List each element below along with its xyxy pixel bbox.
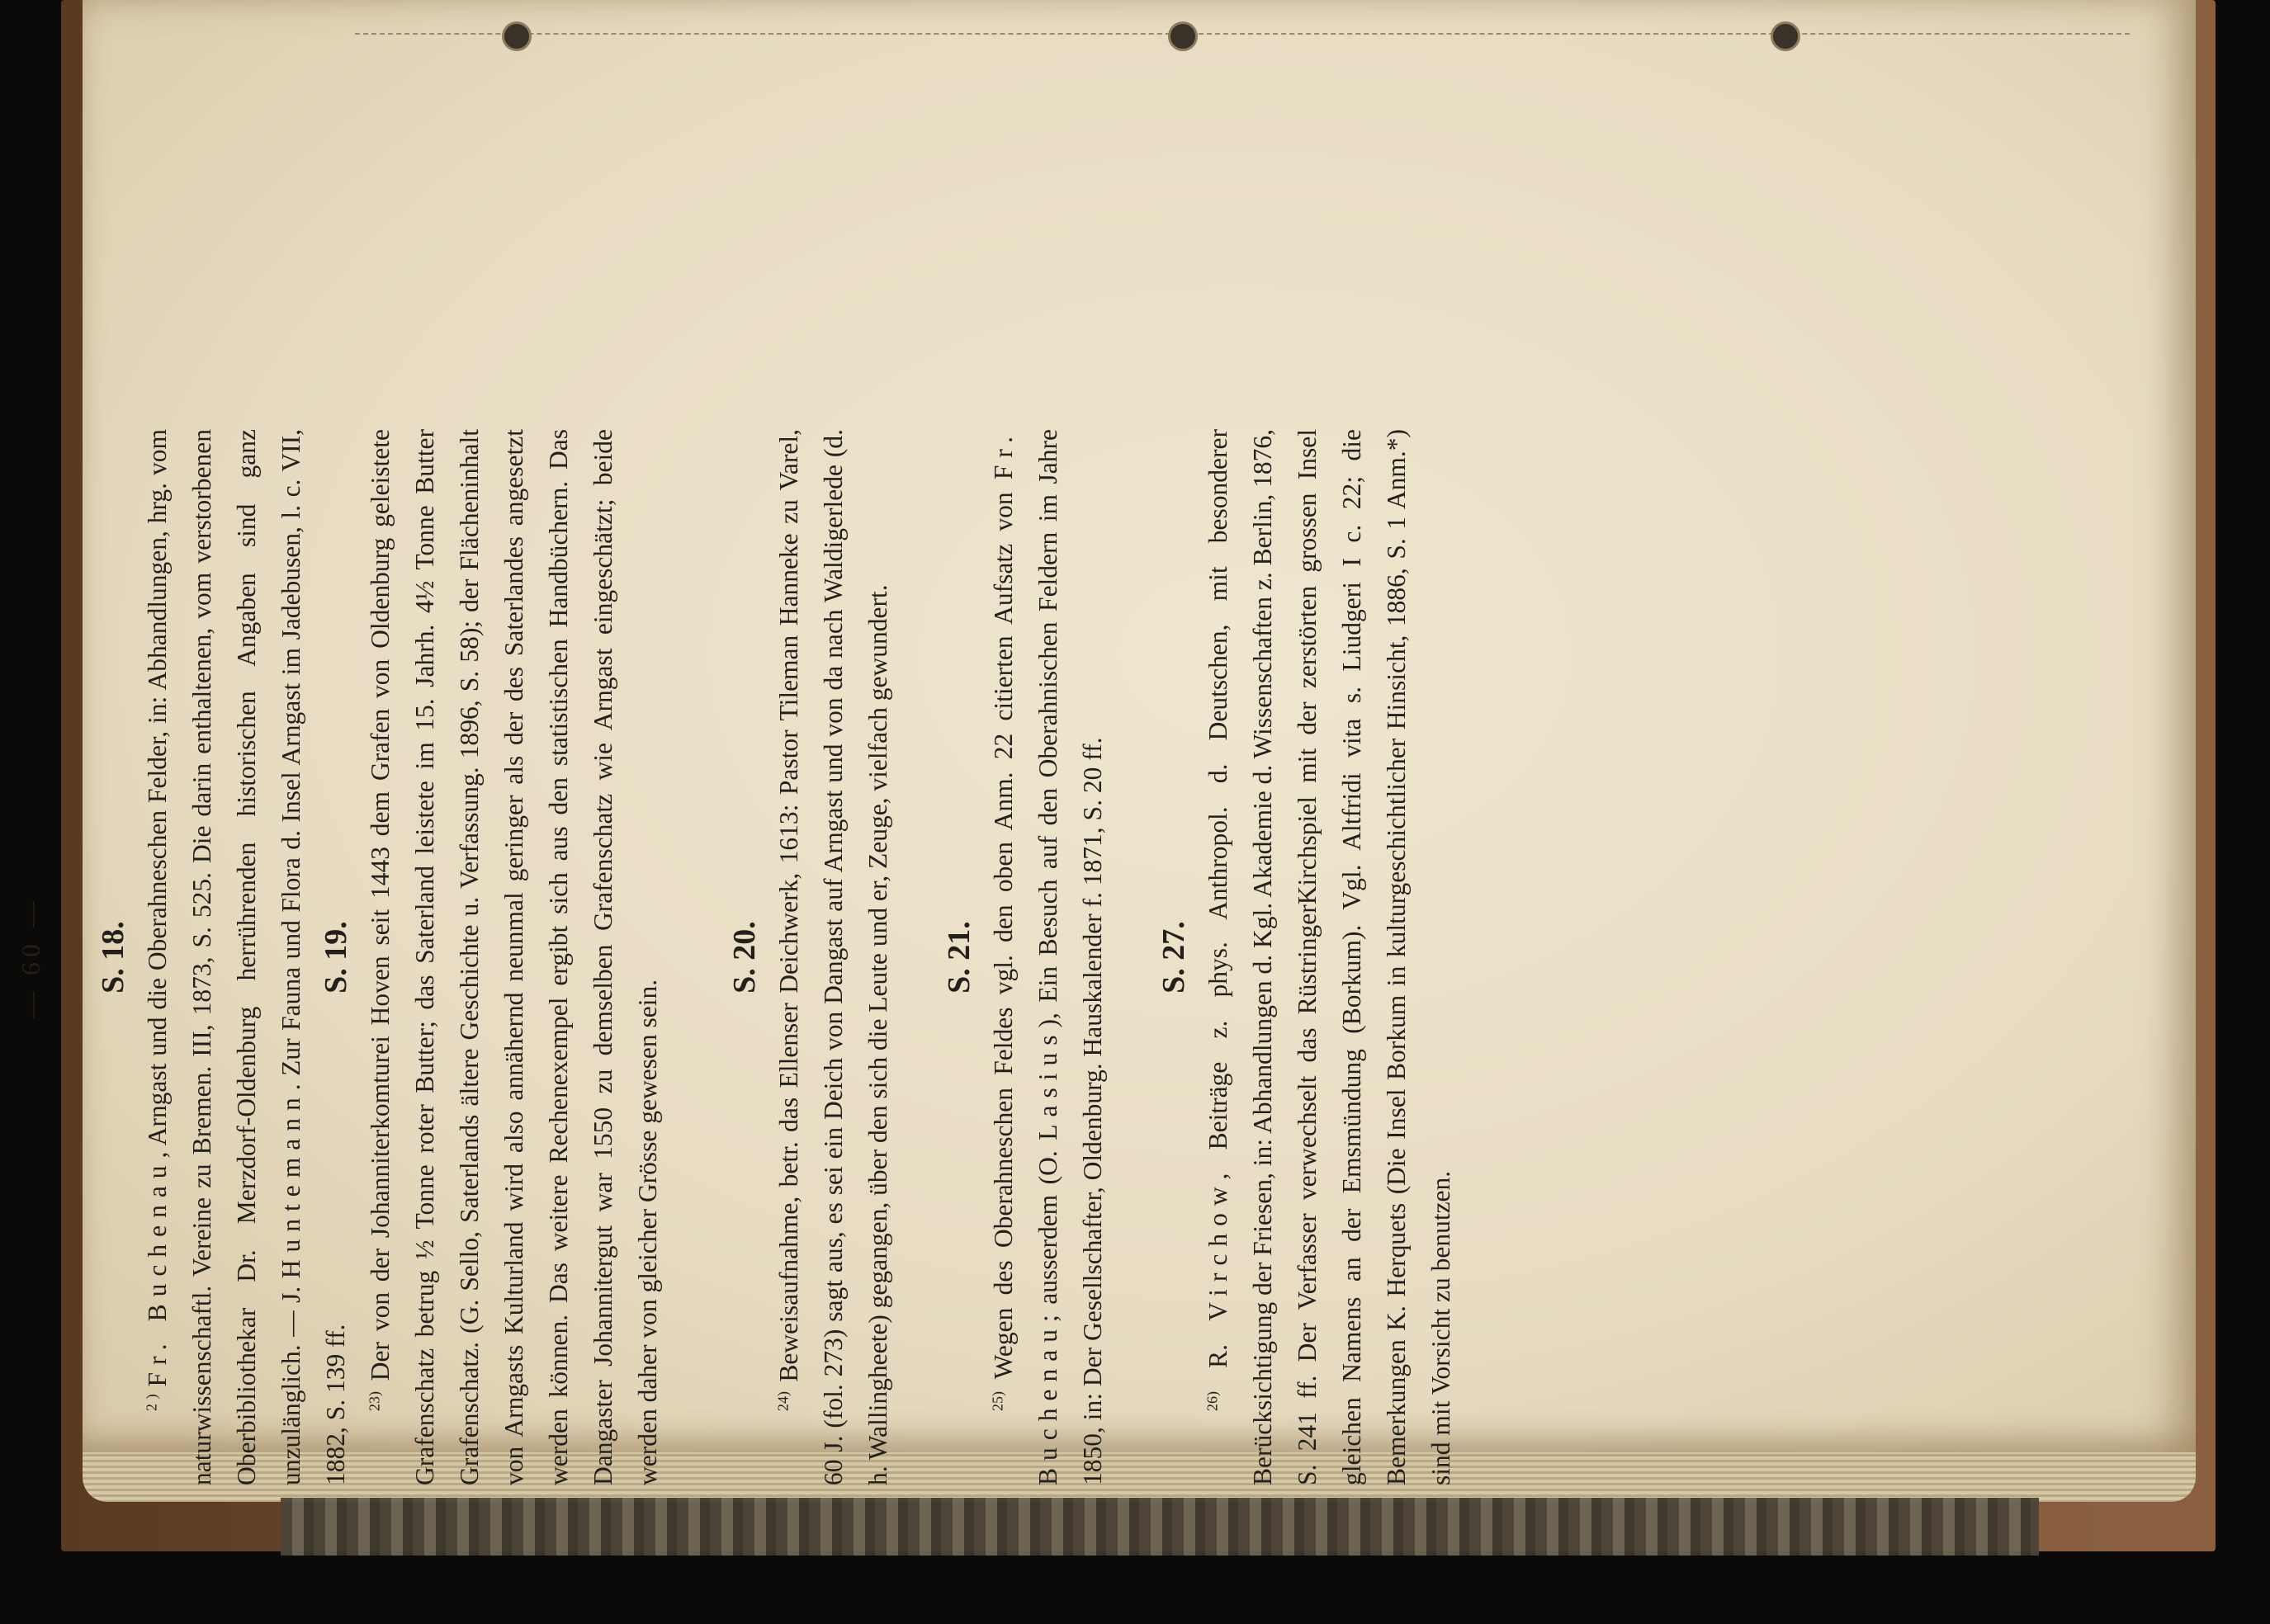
footnote-mark: 25) bbox=[989, 1391, 1006, 1411]
footnote-text: , Arngast und die Oberahneschen Felder, in: Abhandlungen, hrg. vom naturwissenschaftl. Vereine zu Bremen. III, 1873, S. 525. Die darin enthaltenen, vom verstorbenen Oberbibliothekar Dr. Merzdorf-Oldenburg herrührenden historischen Angaben sind ganz unzulänglich. — J. bbox=[143, 428, 305, 1485]
author-name: Huntemann bbox=[277, 1090, 305, 1279]
footnote-26 bbox=[1196, 429, 1464, 1485]
footnote-text: ; ausserdem (O. bbox=[1033, 1140, 1062, 1323]
footnote-mark: 26) bbox=[1204, 1391, 1221, 1411]
author-name: Fr. Buchenau bbox=[143, 1158, 172, 1387]
section-heading: S. 27. bbox=[1156, 921, 1191, 994]
author-name: Fr. Buchenau bbox=[989, 429, 1062, 1485]
footnote-mark: 23) bbox=[366, 1391, 383, 1411]
section-19 bbox=[314, 429, 670, 1485]
stitch-hole-icon bbox=[502, 21, 532, 51]
stitch-hole-icon bbox=[1771, 21, 1800, 51]
section-heading: S. 21. bbox=[942, 921, 977, 994]
footnote-text: R. bbox=[1204, 1320, 1232, 1368]
footnote-text: Der von der Johanniterkomturei Hoven seit 1443 dem Grafen von Oldenburg geleistete Grafenschatz betrug ½ Tonne roter Butter; das Saterland leistete im 15. Jahrh. 4½ Tonne Butter Grafenschatz. (G. Sello, Saterlands ältere Geschichte u. Verfassung. 1896, S. 58); der Flächeninhalt von Arngasts Kulturland wird also annähernd neunmal geringer als der des Saterlandes angesetzt werden können. Das weitere Rechenexempel ergibt sich aus den statistischen Handbüchern. Das Dangaster Johannitergut war 1550 zu demselben Grafenschatz wie Arngast eingeschätzt; beide werden daher von gleicher Grösse gewesen sein. bbox=[366, 428, 662, 1485]
marbled-binding-edge bbox=[281, 1498, 2039, 1556]
section-heading: S. 18. bbox=[96, 921, 130, 994]
footnote-25 bbox=[981, 429, 1115, 1485]
footnote-text: , Beiträge z. phys. Anthropol. d. Deutschen, mit besonderer Berücksichtigung der Friesen, in: Abhandlungen d. Kgl. Akademie d. Wissenschaften z. Berlin, 1876, S. 241 ff. Der Verfasser verwechselt das RüstringerKirchspiel mit der zerstörten grossen Insel gleichen Namens an der Emsmündung (Borkum). Vgl. Altfridi vita s. Liudgeri I c. 22; die Bemerkungen K. Herquets (Die Insel Borkum in kulturgeschichtlicher Hinsicht, 1886, S. 1 Anm.*) sind mit Vorsicht zu benutzen. bbox=[1204, 429, 1455, 1485]
page-number: — 60 — bbox=[16, 896, 45, 1018]
section-20 bbox=[722, 429, 901, 1485]
section-27 bbox=[1152, 429, 1464, 1485]
binding-stitch-line bbox=[355, 33, 2130, 36]
book-page bbox=[16, 0, 2196, 1485]
footnote-text: ), Ein Besuch auf den Oberahnischen Feldern im Jahre 1850, in: Der Gesellschafter, Oldenburg. Hauskalender f. 1871, S. 20 ff. bbox=[1033, 429, 1107, 1485]
author-name: Virchow bbox=[1204, 1179, 1232, 1321]
stitch-hole-icon bbox=[1168, 21, 1198, 51]
footnote-text: . Zur Fauna und Flora d. Insel Arngast im Jadebusen, l. c. VII, 1882, S. 139 ff. bbox=[277, 429, 350, 1485]
footnote-mark: 24) bbox=[774, 1391, 792, 1411]
footnote-text: Wegen des Oberahneschen Feldes vgl. den oben Anm. 22 citierten Aufsatz von bbox=[989, 479, 1018, 1380]
section-21 bbox=[937, 429, 1115, 1485]
section-heading: S. 19. bbox=[319, 921, 353, 994]
footnote-24 bbox=[767, 429, 901, 1485]
footnote-text: Beweisaufnahme, betr. das Ellenser Deichwerk, 1613: Pastor Tileman Hanneke zu Varel, 60 J. (fol. 273) sagt aus, es sei ein Deich von Dangast auf Arngast und von da nach Waldigerlede (d. h. Wallingheete) gegangen, über den sich die Leute und er, Zeuge, vielfach gewundert. bbox=[774, 429, 892, 1485]
rotated-text-block bbox=[0, 428, 1455, 1485]
footnote-mark: 2 ) bbox=[143, 1394, 160, 1411]
section-heading: S. 20. bbox=[727, 921, 762, 994]
footnote-23 bbox=[358, 429, 670, 1485]
author-name: Lasius bbox=[1033, 1027, 1062, 1140]
